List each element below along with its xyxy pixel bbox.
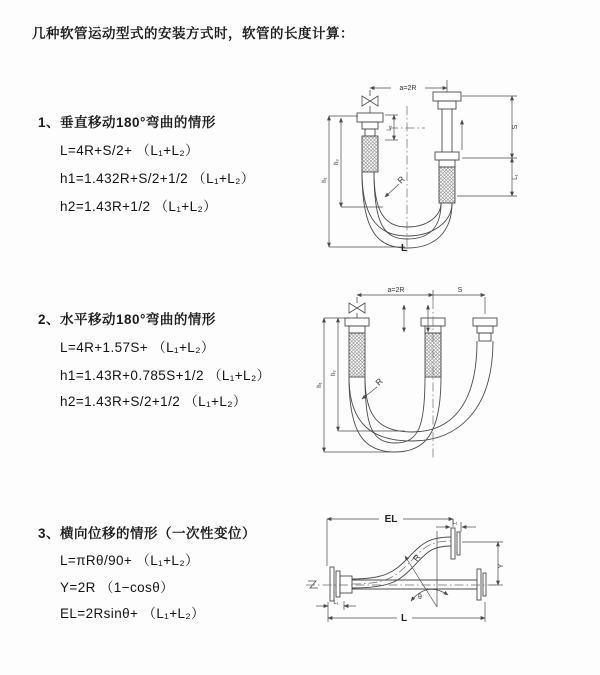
d1-dimension-lines bbox=[329, 80, 517, 247]
d2-dimension-lines bbox=[324, 290, 485, 452]
page-title: 几种软管运动型式的安装方式时，软管的长度计算： bbox=[32, 26, 354, 41]
section-1-formula-h1: h1=1.432R+S/2+1/2 （L₁+L₂） bbox=[60, 171, 255, 186]
section-1-formula-L: L=4R+S/2+ （L₁+L₂） bbox=[60, 143, 199, 158]
d2-hose-curves bbox=[349, 341, 493, 452]
d3-radius-label: R bbox=[410, 552, 423, 564]
section-3-formula-EL: EL=2Rsinθ+ （L₁+L₂） bbox=[60, 606, 205, 621]
d2-dim-label-stroke: S bbox=[457, 287, 463, 294]
d3-hose-curves bbox=[352, 537, 477, 589]
section-3-heading: 3、横向位移的情形（一次性变位） bbox=[38, 526, 257, 541]
d3-pipe-break-icon bbox=[308, 581, 318, 588]
d1-dim-label-h1: h₁ bbox=[322, 177, 328, 183]
section-2-formula-L: L=4R+1.57S+ （L₁+L₂） bbox=[60, 340, 215, 355]
d2-fittings bbox=[345, 318, 497, 377]
d2-valve-icon bbox=[349, 297, 365, 318]
d2-dim-label-span: a=2R bbox=[387, 287, 405, 294]
d1-left-fitting bbox=[357, 113, 383, 172]
section-2-formula-h1: h1=1.43R+0.785S+1/2 （L₁+L₂） bbox=[60, 368, 271, 383]
d1-centerlines bbox=[389, 106, 425, 253]
d1-dim-label-l1-left: L₁ bbox=[387, 125, 393, 131]
diagram-vertical-180-bend bbox=[305, 68, 570, 260]
d1-length-label: L bbox=[400, 243, 408, 254]
d2-dim-label-h2: h₂ bbox=[331, 370, 337, 376]
d1-radius-label: R bbox=[395, 174, 407, 186]
section-3-formula-L: L=πRθ/90+ （L₁+L₂） bbox=[60, 553, 199, 568]
d3-left-flange bbox=[308, 567, 352, 601]
diagram-horizontal-180-bend bbox=[312, 280, 568, 468]
d1-valve-icon bbox=[362, 90, 378, 113]
d1-dim-label-stroke: S bbox=[512, 124, 519, 130]
d3-top-right-flange bbox=[451, 528, 460, 559]
d1-dim-label-l1-right: L₁ bbox=[513, 174, 519, 180]
diagram-lateral-displacement bbox=[298, 498, 598, 646]
d3-dim-label-l1-top: L₁ bbox=[452, 520, 458, 526]
d1-dim-label-span: a=2R bbox=[399, 85, 417, 92]
section-2-formula-h2: h2=1.43R+S/2+1/2 （L₁+L₂） bbox=[60, 394, 247, 409]
section-1-formula-h2: h2=1.43R+1/2 （L₁+L₂） bbox=[60, 199, 218, 214]
d3-dim-label-y: Y bbox=[498, 563, 505, 569]
d3-dim-label-el: EL bbox=[384, 514, 398, 525]
d3-bottom-right-flange bbox=[477, 569, 486, 600]
d2-radius-label: R bbox=[373, 376, 385, 388]
d3-angle-label: θ bbox=[418, 594, 422, 601]
section-1-heading: 1、垂直移动180°弯曲的情形 bbox=[38, 115, 216, 130]
section-3-formula-Y: Y=2R （1−cosθ） bbox=[60, 580, 175, 595]
d3-centerlines bbox=[306, 541, 496, 585]
section-2-heading: 2、水平移动180°弯曲的情形 bbox=[38, 312, 216, 327]
d1-right-fitting bbox=[433, 92, 461, 203]
d3-dim-label-l1-bottom: L₁ bbox=[333, 600, 339, 606]
d3-dim-label-l: L bbox=[400, 613, 408, 624]
d2-dim-label-h1: h₁ bbox=[317, 382, 323, 388]
d1-dim-label-h2: h₂ bbox=[334, 159, 340, 165]
